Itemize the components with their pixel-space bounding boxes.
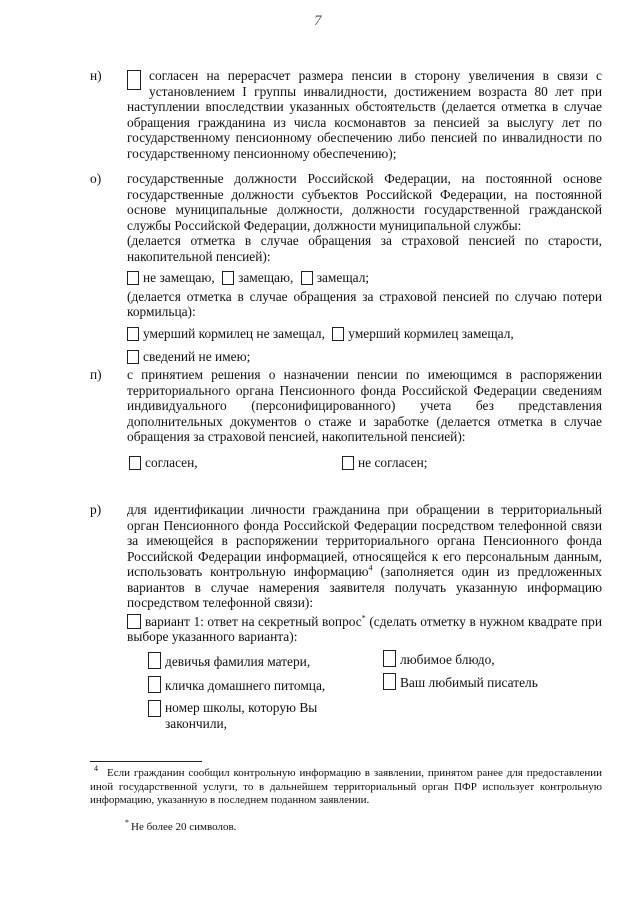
question-pet-name <box>148 676 325 694</box>
option-agree <box>129 455 198 471</box>
item-o-note2: (делается отметка в случае обращения за страховой пенсией по случаю потери кормильца): <box>127 288 602 319</box>
checkbox-deceased-held[interactable] <box>332 327 344 341</box>
item-r-text <box>127 502 602 611</box>
footnote-mark: 4 <box>94 764 98 774</box>
checkbox-pension-recalc[interactable] <box>127 70 141 90</box>
checkbox-agree[interactable] <box>129 456 141 470</box>
item-o <box>90 171 602 365</box>
option-label: не согласен; <box>358 455 428 470</box>
option-label: умерший кормилец замещал, <box>348 325 514 341</box>
checkbox-deceased-not-held[interactable] <box>127 327 139 341</box>
checkbox-mother-maiden[interactable] <box>148 652 161 669</box>
footnote-star-text: Не более 20 символов. <box>131 821 237 833</box>
checkbox-favorite-dish[interactable] <box>383 650 396 667</box>
option-label: умерший кормилец не замещал, <box>143 325 325 341</box>
option-label: девичья фамилия матери, <box>165 654 311 669</box>
checkbox-held[interactable] <box>301 271 313 285</box>
option-label: не замещаю, <box>143 270 215 285</box>
footnote-ref-4: 4 <box>368 563 373 573</box>
option-label: любимое блюдо, <box>400 652 495 667</box>
option-disagree <box>342 455 427 471</box>
checkbox-disagree[interactable] <box>342 456 354 470</box>
item-r-text-a: для идентификации личности гражданина при обращении в территориальный орган Пенсионного фонда Российской Федерации посредством телефонной связи за имеющейся в распоряжении территориального органа Пенсионного фонда Российской Федерации информацией, относящейся к его персональным данным, использовать контрольную информацию <box>127 502 602 579</box>
item-letter: п) <box>90 367 102 382</box>
checkbox-not-holding[interactable] <box>127 271 139 285</box>
variant-1 <box>127 614 602 645</box>
checkbox-no-info[interactable] <box>127 350 139 364</box>
variant-1-label: вариант 1: ответ на секретный вопрос <box>145 613 362 629</box>
question-favorite-writer <box>383 673 538 691</box>
option-label: согласен, <box>145 455 198 470</box>
checkbox-holding[interactable] <box>222 271 234 285</box>
footnote-4-text: Если гражданин сообщил контрольную информацию в заявлении, принятом ранее для предоставлении иной государственной услуги, то в дальнейшем территориальный орган ПФР использует контрольную информацию, указанную в последнем поданном заявлении. <box>90 767 602 806</box>
item-n <box>90 68 602 161</box>
item-letter: н) <box>90 68 102 83</box>
question-school-number <box>148 700 338 731</box>
checkbox-pet-name[interactable] <box>148 676 161 693</box>
option-label: сведений не имею; <box>143 349 251 364</box>
footnote-mark: * <box>125 818 129 828</box>
item-n-text: согласен на перерасчет размера пенсии в сторону увеличения в связи с установлением I группы инвалидности, достижением возраста 80 лет при наступлении впоследствии указанных обстоятельств (делается отметка в случае обращения гражданина из числа космонавтов за пенсией за выслугу лет по государственному пенсионному обеспечению либо пенсией по инвалидности по государственному пенсионному обеспечению); <box>127 68 602 161</box>
footnote-4 <box>90 764 602 808</box>
item-r-text-b: (заполняется один из предложенных вариантов в случае намерения заявителя получать указанную информацию посредством телефонной связи): <box>127 564 602 610</box>
item-o-intro: государственные должности Российской Федерации, на постоянной основе государственные должности субъектов Российской Федерации, на постоянной основе муниципальные должности, должности государственной гражданской службы Российской Федерации, должности муниципальной службы: <box>127 171 602 233</box>
page-number: 7 <box>314 13 322 29</box>
option-label: Ваш любимый писатель <box>400 675 538 690</box>
option-label: замещал; <box>316 270 370 285</box>
checkbox-school-number[interactable] <box>148 700 161 717</box>
question-mother-maiden <box>148 652 310 670</box>
footnote-star <box>125 818 237 835</box>
option-label: номер школы, которую Вы закончили, <box>165 700 318 731</box>
question-favorite-dish <box>383 650 495 668</box>
footnote-ref-star: * <box>361 613 366 623</box>
item-letter: о) <box>90 171 102 186</box>
checkbox-favorite-writer[interactable] <box>383 673 396 690</box>
footnote-divider <box>90 761 202 762</box>
item-letter: р) <box>90 502 102 517</box>
item-r <box>90 502 602 645</box>
item-p-text: с принятием решения о назначении пенсии по имеющимся в распоряжении территориального органа Пенсионного фонда Российской Федерации сведениям индивидуального (персонифицированного) учета без представления дополнительных документов о стаже и заработке (делается отметка в случае обращения за страховой пенсией, накопительной пенсией): <box>127 367 602 444</box>
option-label: кличка домашнего питомца, <box>165 678 326 693</box>
item-o-note1: (делается отметка в случае обращения за страховой пенсией по старости, накопительной пенсией): <box>127 233 602 264</box>
item-p <box>90 367 602 445</box>
checkbox-variant-1[interactable] <box>127 614 141 629</box>
variant-1-note: (сделать отметку в нужном квадрате при выборе указанного варианта): <box>127 613 602 644</box>
option-label: замещаю, <box>238 270 294 285</box>
